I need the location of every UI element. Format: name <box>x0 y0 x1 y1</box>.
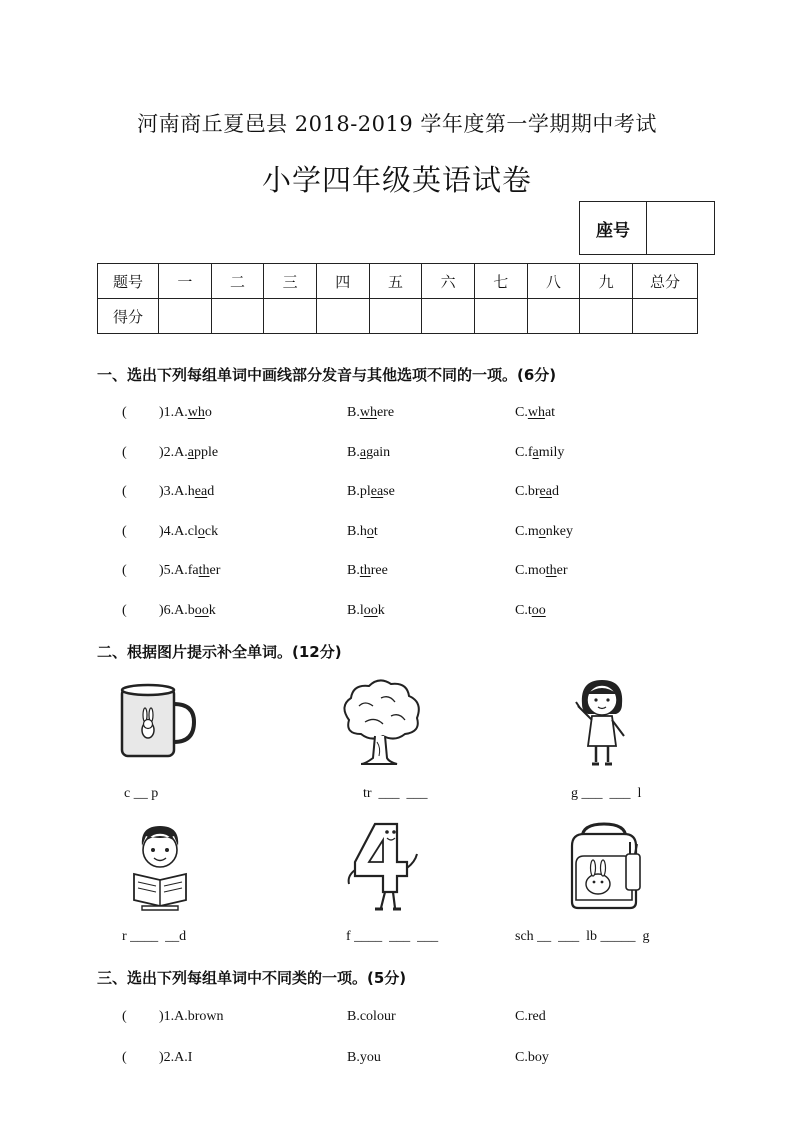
word-part: B. <box>347 405 360 420</box>
score-table-header-row <box>98 264 698 299</box>
word-part: at <box>544 405 556 420</box>
score-header-cell: 六 <box>422 264 475 299</box>
score-cell[interactable] <box>633 299 698 334</box>
underlined-letters: a <box>187 445 194 460</box>
s1-q6-option-c <box>515 603 546 619</box>
word-part: ere <box>376 405 395 420</box>
s1-q5-paren: ( <box>122 563 127 578</box>
score-row-label: 得分 <box>98 299 159 334</box>
underlined-letters: oo <box>194 603 209 618</box>
word-part: B.h <box>347 524 367 539</box>
cup-picture <box>118 680 198 760</box>
word-part: ree <box>370 563 388 578</box>
underlined-letters: oo <box>363 603 378 618</box>
tree-picture <box>335 676 425 768</box>
score-cell[interactable] <box>159 299 212 334</box>
score-cell[interactable] <box>580 299 633 334</box>
word-part: B.l <box>347 603 364 618</box>
score-cell[interactable] <box>211 299 264 334</box>
word-part: d <box>207 484 215 499</box>
underlined-letters: oo <box>531 603 546 618</box>
score-cell[interactable] <box>422 299 475 334</box>
s1-q3-option-b <box>347 484 395 500</box>
word-part: )6.A.b <box>159 603 195 618</box>
underlined-letters: o <box>366 524 374 539</box>
score-header-cell: 总分 <box>633 264 698 299</box>
underlined-letters: wh <box>359 405 377 420</box>
word-part: er <box>556 563 568 578</box>
word-part: er <box>209 563 221 578</box>
word-part: )3.A.h <box>159 484 195 499</box>
score-header-cell: 三 <box>264 264 317 299</box>
s1-q5-option-b <box>347 563 388 579</box>
word-part: k <box>377 603 385 618</box>
score-cell[interactable] <box>474 299 527 334</box>
girl-picture <box>568 676 638 770</box>
score-table-score-row <box>98 299 698 334</box>
s3-q2-option-b: B.you <box>347 1050 381 1065</box>
word-part: B.pl <box>347 484 371 499</box>
score-header-cell: 五 <box>369 264 422 299</box>
seat-number-box <box>579 201 715 255</box>
underlined-letters: ea <box>539 484 552 499</box>
s3-q1-paren: ( <box>122 1009 127 1024</box>
underlined-letters: th <box>359 563 371 578</box>
s1-q4-option-c <box>515 524 573 540</box>
underlined-letters: wh <box>187 405 205 420</box>
underlined-letters: a <box>359 445 367 460</box>
underlined-letters: th <box>545 563 557 578</box>
s1-q2-option-c <box>515 445 564 461</box>
hint-schoolbag: sch __ ___ lb _____ g <box>515 929 650 944</box>
hint-tree: tr ___ ___ <box>363 786 428 801</box>
word-part: B. <box>347 563 360 578</box>
word-part: C.t <box>515 603 532 618</box>
word-part: )4.A.cl <box>159 524 198 539</box>
word-part: )1.A. <box>159 405 188 420</box>
s1-q4-paren: ( <box>122 524 127 539</box>
underlined-letters: wh <box>527 405 545 420</box>
score-table <box>97 263 698 334</box>
s3-q2-option-a: )2.A.I <box>159 1050 193 1065</box>
score-cell[interactable] <box>316 299 369 334</box>
underlined-letters: o <box>538 524 546 539</box>
underlined-letters: th <box>198 563 210 578</box>
word-part: mily <box>538 445 565 460</box>
underlined-letters: ea <box>370 484 384 499</box>
word-part: pple <box>194 445 219 460</box>
word-part: B. <box>347 445 360 460</box>
word-part: C.f <box>515 445 533 460</box>
score-header-cell: 一 <box>159 264 212 299</box>
word-part: nkey <box>545 524 573 539</box>
word-part: )2.A. <box>159 445 188 460</box>
section2-heading: 二、根据图片提示补全单词。(12分) <box>97 643 342 661</box>
s1-q3-paren: ( <box>122 484 127 499</box>
s1-q4-option-a <box>159 524 218 540</box>
word-part: se <box>383 484 395 499</box>
exam-subtitle: 小学四年级英语试卷 <box>261 163 532 197</box>
score-header-cell: 七 <box>474 264 527 299</box>
s1-q3-option-a <box>159 484 214 500</box>
s1-q2-option-a <box>159 445 218 461</box>
s1-q2-option-b <box>347 445 390 461</box>
s1-q2-paren: ( <box>122 445 127 460</box>
score-header-cell: 二 <box>211 264 264 299</box>
s3-q2-option-c: C.boy <box>515 1050 549 1065</box>
section1-heading: 一、选出下列每组单词中画线部分发音与其他选项不同的一项。(6分) <box>97 366 557 384</box>
score-header-cell: 八 <box>527 264 580 299</box>
s1-q6-option-a <box>159 603 216 619</box>
s1-q1-option-c <box>515 405 555 421</box>
hint-four: f ____ ___ ___ <box>346 929 439 944</box>
score-header-cell: 九 <box>580 264 633 299</box>
word-part: C.br <box>515 484 540 499</box>
score-cell[interactable] <box>527 299 580 334</box>
word-part: ck <box>204 524 219 539</box>
reading-boy-picture <box>128 822 192 912</box>
schoolbag-picture <box>562 820 648 912</box>
s3-q2-paren: ( <box>122 1050 127 1065</box>
underlined-letters: ea <box>194 484 208 499</box>
score-header-cell: 题号 <box>98 264 159 299</box>
s1-q6-paren: ( <box>122 603 127 618</box>
s1-q6-option-b <box>347 603 385 619</box>
word-part: )5.A.fa <box>159 563 199 578</box>
hint-read: r ____ __d <box>122 929 187 944</box>
word-part: C.m <box>515 524 539 539</box>
exam-title: 河南商丘夏邑县 2018-2019 学年度第一学期期中考试 <box>137 112 657 136</box>
s1-q4-option-b <box>347 524 378 540</box>
s3-q1-option-c: C.red <box>515 1009 546 1024</box>
hint-cup: c __ p <box>124 786 159 801</box>
word-part: d <box>551 484 559 499</box>
section3-heading: 三、选出下列每组单词中不同类的一项。(5分) <box>97 969 407 987</box>
s1-q5-option-c <box>515 563 568 579</box>
word-part: k <box>208 603 216 618</box>
s1-q1-option-b <box>347 405 394 421</box>
four-picture <box>345 818 425 914</box>
underlined-letters: o <box>197 524 205 539</box>
score-header-cell: 四 <box>316 264 369 299</box>
score-cell[interactable] <box>369 299 422 334</box>
s1-q3-option-c <box>515 484 559 500</box>
hint-girl: g ___ ___ l <box>571 786 642 801</box>
score-cell[interactable] <box>264 299 317 334</box>
word-part: gain <box>366 445 391 460</box>
underlined-letters: a <box>532 445 539 460</box>
word-part: C.mo <box>515 563 546 578</box>
seat-value-field[interactable] <box>647 202 714 254</box>
seat-label: 座号 <box>580 202 647 254</box>
s1-q1-paren: ( <box>122 405 127 420</box>
s1-q5-option-a <box>159 563 220 579</box>
s3-q1-option-b: B.colour <box>347 1009 396 1024</box>
word-part: C. <box>515 405 528 420</box>
word-part: t <box>373 524 378 539</box>
s3-q1-option-a: )1.A.brown <box>159 1009 224 1024</box>
s1-q1-option-a <box>159 405 212 421</box>
word-part: o <box>204 405 212 420</box>
